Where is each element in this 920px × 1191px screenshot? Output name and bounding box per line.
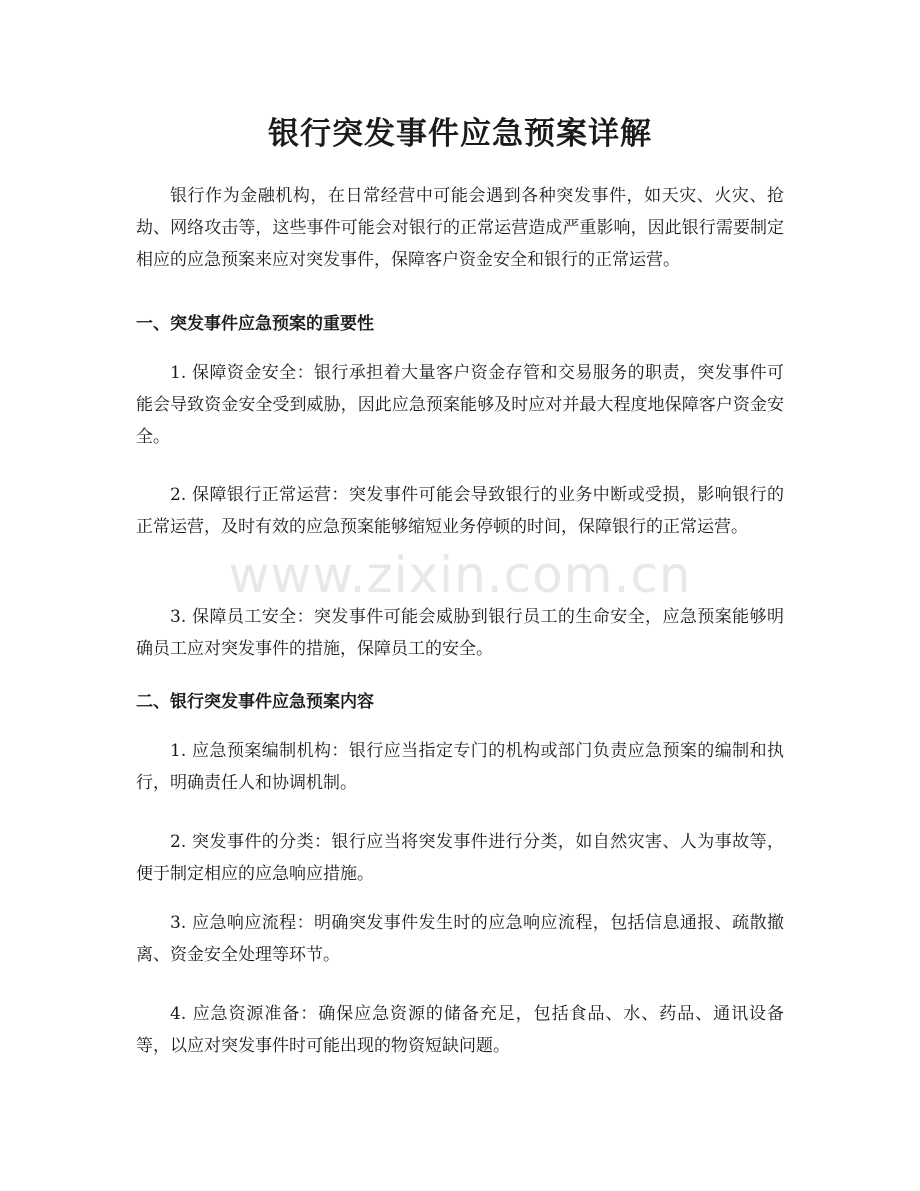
content-item-1: 1. 应急预案编制机构：银行应当指定专门的机构或部门负责应急预案的编制和执行，明确责任人和协调机制。 — [136, 741, 784, 793]
importance-item-1: 1. 保障资金安全：银行承担着大量客户资金存管和交易服务的职责，突发事件可能会导致资金安全受到威胁，因此应急预案能够及时应对并最大程度地保障客户资金安全。 — [136, 363, 784, 447]
content-item-2: 2. 突发事件的分类：银行应当将突发事件进行分类，如自然灾害、人为事故等，便于制定相应的应急响应措施。 — [136, 832, 784, 884]
document-title: 银行突发事件应急预案详解 — [268, 116, 652, 152]
section-heading-content: 二、银行突发事件应急预案内容 — [136, 692, 374, 712]
content-item-4: 4. 应急资源准备：确保应急资源的储备充足，包括食品、水、药品、通讯设备等，以应对突发事件时可能出现的物资短缺问题。 — [136, 1004, 784, 1056]
section-heading-importance: 一、突发事件应急预案的重要性 — [136, 314, 374, 334]
importance-item-2: 2. 保障银行正常运营：突发事件可能会导致银行的业务中断或受损，影响银行的正常运营，及时有效的应急预案能够缩短业务停顿的时间，保障银行的正常运营。 — [136, 485, 784, 537]
watermark: www.zixin.com.cn — [228, 546, 692, 604]
intro-paragraph: 银行作为金融机构，在日常经营中可能会遇到各种突发事件，如天灾、火灾、抢劫、网络攻击等，这些事件可能会对银行的正常运营造成严重影响，因此银行需要制定相应的应急预案来应对突发事件，保障客户资金安全和银行的正常运营。 — [136, 186, 784, 270]
importance-item-3: 3. 保障员工安全：突发事件可能会威胁到银行员工的生命安全，应急预案能够明确员工应对突发事件的措施，保障员工的安全。 — [136, 607, 784, 659]
content-item-3: 3. 应急响应流程：明确突发事件发生时的应急响应流程，包括信息通报、疏散撤离、资金安全处理等环节。 — [136, 913, 784, 965]
